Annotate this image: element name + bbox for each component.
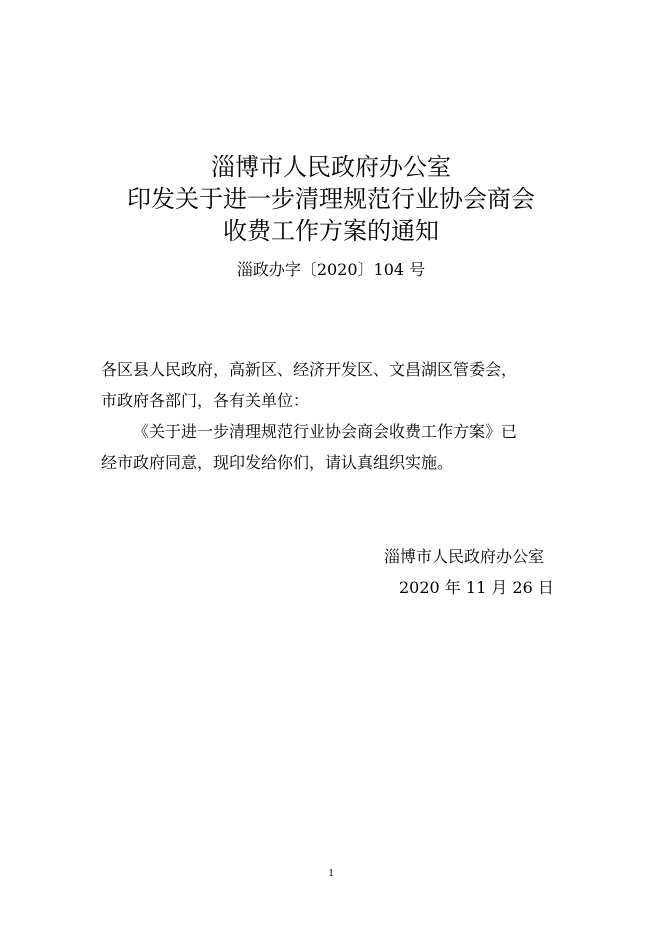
body-paragraph-line-1: 《关于进一步清理规范行业协会商会收费工作方案》已 [133, 422, 518, 441]
issue-date: 2020 年 11 月 26 日 [399, 578, 554, 597]
document-title-line-3: 收费工作方案的通知 [223, 217, 439, 245]
page-number: 1 [328, 867, 334, 879]
document-number: 淄政办字〔2020〕104 号 [236, 260, 426, 279]
document-title-line-2: 印发关于进一步清理规范行业协会商会 [127, 185, 535, 213]
addressee-line-1: 各区县人民政府，高新区、经济开发区、文昌湖区管委会， [101, 360, 518, 379]
document-title-line-1: 淄博市人民政府办公室 [211, 153, 451, 181]
issuer-name: 淄博市人民政府办公室 [384, 547, 545, 566]
body-paragraph-line-2: 经市政府同意，现印发给你们，请认真组织实施。 [101, 453, 454, 472]
addressee-line-2: 市政府各部门，各有关单位： [101, 391, 310, 410]
